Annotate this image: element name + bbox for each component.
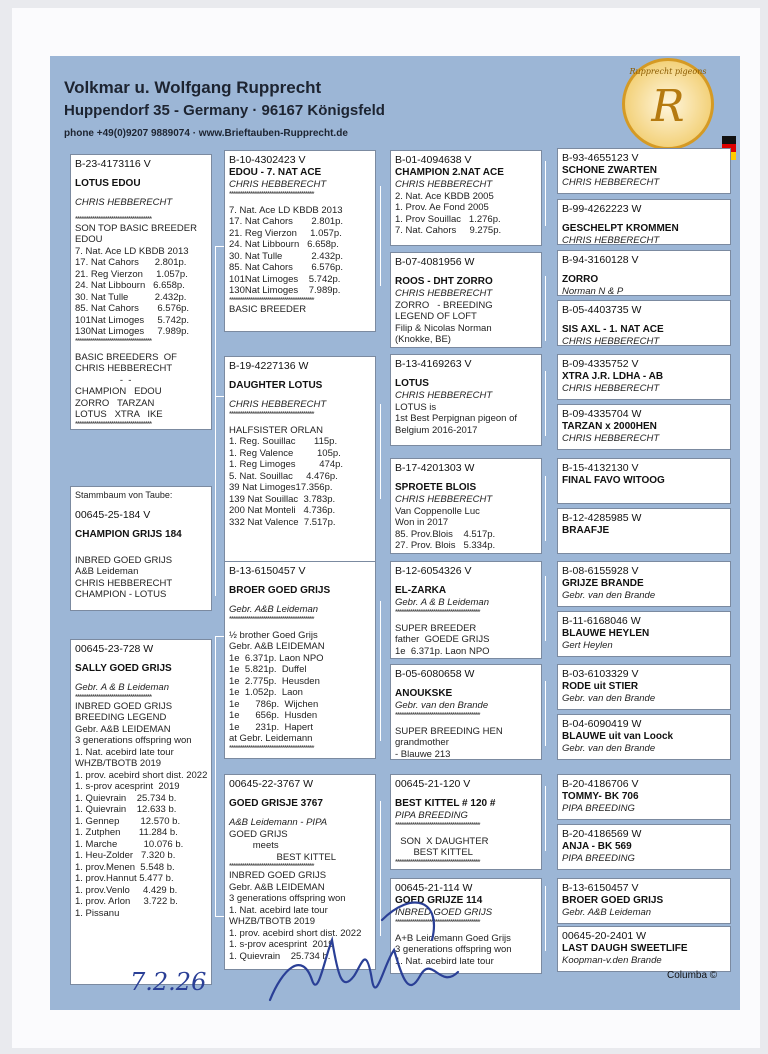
achievement-line: 1. Reg. Souillac 115p. [229,436,338,447]
star-separator: **************************************** [395,711,480,719]
pigeon-name: BLAUWE HEYLEN [562,628,650,639]
achievement-line: 17. Nat Cahors 2.801p. [75,257,187,268]
gen4-card [557,664,731,710]
star-separator: **************************************** [229,190,314,198]
columba-mark: Columba © [667,970,718,981]
pigeon-name: ANOUKSKE [395,688,453,699]
dam-sire-card [224,561,376,759]
subject-card [70,154,212,430]
handwritten-date: 7.2.26 [130,968,207,996]
achievement-line: Gebr. A&B LEIDEMAN [229,881,325,893]
pigeon-name: XTRA J.R. LDHA - AB [562,371,664,382]
logo-text: Rupprecht pigeons [629,67,707,76]
gen4-card [557,148,731,194]
ring-number: B-07-4081956 W [395,256,475,268]
achievement-line: LEGEND OF LOFT [395,311,477,322]
achievement-line: 3 generations offspring won [229,893,346,904]
achievement-line: INBRED GOED GRIJS [229,870,327,881]
achievement-line: - - [75,374,132,386]
achievement-line: 17. Nat Cahors 2.801p. [229,216,344,227]
ring-number: 00645-21-120 V [395,778,471,790]
ring-number: B-99-4262223 W [562,203,642,215]
breeder-name: CHRIS HEBBERECHT [395,288,493,299]
pigeon-name: CHAMPION 2.NAT ACE [395,167,504,178]
achievement-line: 30. Nat Tulle 2.432p. [75,291,187,303]
header [50,56,740,144]
achievement-line: 1. Marche 10.076 b. [75,838,184,850]
pigeon-name: BRAAFJE [562,525,610,536]
star-separator: ************************************ [75,215,152,223]
pigeon-name: SPROETE BLOIS [395,482,477,493]
ring-number: B-23-4173116 V [75,158,151,170]
gen4-card [557,926,731,972]
pigeon-name: LOTUS [395,378,429,389]
ring-number: 00645-23-728 W [75,643,154,655]
achievement-line: SUPER BREEDER [395,622,477,634]
star-separator: **************************************** [229,296,314,304]
achievement-line: 332 Nat Valence 7.517p. [229,516,336,528]
star-separator: **************************************** [229,744,314,752]
achievement-line: 1. Nat. acebird late tour [75,746,174,758]
achievement-line: 1. Heu-Zolder 7.320 b. [75,850,176,861]
achievement-line: 1. prov.Menen 5.548 b. [75,861,175,873]
achievement-line: SON X DAUGHTER [395,835,489,847]
achievement-line: 3 generations offspring won [75,735,192,746]
achievement-line: 1e 6.371p. Laon NPO [395,645,490,657]
star-separator: ************************************ [75,420,152,428]
gen4-card [557,508,731,554]
achievement-line: SUPER BREEDING HEN [395,725,503,737]
ring-number: B-15-4132130 V [562,462,639,474]
breeder-name: PIPA BREEDING [562,803,635,814]
achievement-line: 1. Pissanu [75,907,120,919]
owner-contact: phone +49(0)9207 9889074 · www.Brieftauben-Rupprecht.de [64,128,348,139]
achievement-line: 24. Nat Libbourn 6.658p. [229,239,339,250]
star-separator: **************************************** [395,821,480,829]
breeder-name: Gebr. A&B Leideman [229,604,319,615]
pigeon-name: ROOS - DHT ZORRO [395,276,493,287]
pigeon-name: DAUGHTER LOTUS [229,380,323,391]
achievement-line: 7. Nat. Cahors 9.275p. [395,225,502,236]
pigeon-name: TOMMY- BK 706 [562,791,639,802]
achievement-line: 1. Reg Limoges 474p. [229,459,344,470]
achievement-line: 1. Prov. Ae Fond 2005 [395,202,489,213]
breeder-name: Gebr. van den Brande [562,743,656,754]
achievement-line: 27. Prov. Blois 5.334p. [395,540,496,551]
achievement-line: - Blauwe 213 [395,748,451,760]
breeder-name: A&B Leidemann - PIPA [229,817,328,828]
achievement-line: ZORRO - BREEDING [395,299,493,311]
star-separator: **************************************** [229,863,314,870]
achievement-line: 1e 786p. Wijchen [229,698,319,710]
achievement-line: 1. Nat. acebird late tour [395,955,494,967]
achievement-line: BREEDING LEGEND [75,712,167,723]
logo-letter: R [651,81,685,132]
breeder-name: INBRED GOED GRIJS [395,907,493,918]
connector-line [215,246,216,596]
achievement-line: Gebr. A&B LEIDEMAN [229,641,325,652]
achievement-line: 85. Nat Cahors 6.576p. [75,303,190,314]
achievement-line: A+B Leidemann Goed Grijs [395,932,511,944]
achievement-line: WHZB/TBOTB 2019 [229,916,316,927]
achievement-line: 1st Best Perpignan pigeon of [395,413,518,424]
achievement-line: Van Coppenolle Luc [395,505,480,517]
star-separator: **************************************** [229,410,314,418]
connector-line [380,601,381,741]
signature-icon [262,880,502,1020]
ring-number: B-09-4335752 V [562,358,639,370]
stammbaum-caption: Stammbaum von Taube: [75,490,173,500]
star-separator: **************************************** [395,858,480,866]
pigeon-name: RODE uit STIER [562,681,639,692]
achievement-line: 1. Quievrain 25.734 b. [75,792,177,804]
achievement-line: grandmother [395,737,449,748]
achievement-line: CHRIS HEBBERECHT [75,577,173,589]
achievement-line: 1. prov.Venlo 4.429 b. [75,884,178,896]
sire-card [224,150,376,332]
ring-number: B-19-4227136 W [229,360,309,372]
gen3-card [390,354,542,446]
achievement-line: 1e 5.821p. Duffel [229,664,307,675]
pigeon-name: FINAL FAVO WITOOG [562,475,665,486]
breeder-name: Gebr. A & B Leideman [75,682,169,693]
gen4-card [557,774,731,820]
breeder-name: CHRIS HEBBERECHT [562,336,660,346]
star-separator: **************************************** [395,608,480,616]
ring-number: 00645-20-2401 W [562,930,647,942]
achievement-line: 85. Prov.Blois 4.517p. [395,528,496,540]
achievement-line: 200 Nat Monteli 4.736p. [229,505,336,516]
owner-address: Huppendorf 35 - Germany · 96167 Königsfeld [64,102,385,119]
pigeon-name: SCHONE ZWARTEN [562,165,657,176]
star-separator: **************************************** [395,918,480,926]
ring-number: 00645-22-3767 W [229,778,314,790]
achievement-line: LOTUS is [395,401,437,413]
pigeon-name: GESCHELPT KROMMEN [562,223,679,234]
pigeon-name: ANJA - BK 569 [562,841,632,852]
ring-number: B-04-6090419 W [562,718,642,730]
pigeon-name: BLAUWE uit van Loock [562,731,674,742]
achievement-line: 1. prov.Hannut 5.477 b. [75,873,174,884]
achievement-line: 1e 231p. Hapert [229,721,313,733]
gen3-card [390,252,542,348]
breeder-name: CHRIS HEBBERECHT [562,177,660,188]
connector-line [545,576,546,641]
ring-number: B-08-6155928 V [562,565,639,577]
ring-number: B-12-6054326 V [395,565,472,577]
breeder-name: CHRIS HEBBERECHT [395,494,493,505]
connector-line [545,371,546,436]
achievement-line: HALFSISTER ORLAN [229,424,323,436]
pigeon-name: SALLY GOED GRIJS [75,663,172,674]
achievement-line: 101Nat Limoges 5.742p. [229,273,341,285]
star-separator: ************************************ [75,337,152,345]
ring-number: B-03-6103329 V [562,668,639,680]
connector-line [545,886,546,951]
achievement-line: ½ brother Goed Grijs [229,629,318,641]
achievement-line: CHAMPION EDOU [75,386,162,397]
pigeon-name: TARZAN x 2000HEN [562,421,657,432]
ring-number: B-13-4169263 V [395,358,472,370]
achievement-line: meets [229,840,279,851]
achievement-line: WHZB/TBOTB 2019 [75,758,162,769]
gen3-card [390,458,542,554]
achievement-line: 1e 2.775p. Heusden [229,675,320,687]
pigeon-name: EL-ZARKA [395,585,447,596]
pigeon-name: LOTUS EDOU [75,178,141,189]
breeder-name: CHRIS HEBBERECHT [562,235,660,245]
ring-number: B-94-3160128 V [562,254,639,266]
achievement-line: LOTUS XTRA IKE [75,409,163,420]
pigeon-name: LAST DAUGH SWEETLIFE [562,943,688,954]
ring-number: B-05-4403735 W [562,304,642,316]
achievement-line: 130Nat Limoges 7.989p. [75,326,190,337]
breeder-name: CHRIS HEBBERECHT [229,179,327,190]
pigeon-name: GRIJZE BRANDE [562,578,644,589]
ring-number: 00645-21-114 W [395,882,473,894]
sire-dam-card [224,356,376,580]
achievement-line: Filip & Nicolas Norman [395,322,492,334]
gen3-card [390,150,542,246]
breeder-name: CHRIS HEBBERECHT [562,383,660,394]
gen4-card [557,458,731,504]
achievement-line: 24. Nat Libbourn 6.658p. [75,280,185,291]
gen4-card [557,354,731,400]
pedigree-sheet [50,56,740,1010]
achievement-line: 2. Nat. Ace KBDB 2005 [395,190,494,202]
rupprecht-logo [622,58,714,150]
achievement-line: 1. Nat. acebird late tour [229,904,328,916]
ring-number: B-13-6150457 V [229,565,306,577]
gen4-card [557,404,731,450]
achievement-line: CHRIS HEBBERECHT [75,363,173,374]
breeder-name: CHRIS HEBBERECHT [75,197,173,208]
breeder-name: Gebr. A&B Leideman [562,907,652,918]
gen4-card [557,878,731,924]
pigeon-name: BEST KITTEL # 120 # [395,798,496,809]
ring-number: B-12-4285985 W [562,512,642,524]
achievement-line: 1. Zutphen 11.284 b. [75,827,178,838]
pigeon-name: CHAMPION GRIJS 184 [75,528,182,540]
achievement-line: Belgium 2016-2017 [395,424,478,436]
achievement-line: CHAMPION - LOTUS [75,589,167,600]
achievement-line: Gebr. A&B LEIDEMAN [75,723,171,735]
achievement-line: 130Nat Limoges 7.989p. [229,285,341,296]
gen4-card [557,250,731,296]
gen3-card [390,664,542,760]
gen3-card [390,561,542,659]
achievement-line: 1. s-prov acesprint 2019 [229,939,334,950]
breeder-name: Gebr. van den Brande [562,693,656,704]
achievement-line: 1. Gennep 12.570 b. [75,815,181,827]
achievement-line: BEST KITTEL [229,851,336,863]
achievement-line: 7. Nat. Ace LD KBDB 2013 [75,245,189,257]
ring-number: B-20-4186706 V [562,778,639,790]
achievement-line: 1. s-prov acesprint 2019 [75,781,180,792]
achievement-line: BEST KITTEL [395,847,473,858]
gen4-card [557,199,731,245]
ring-number: B-09-4335704 W [562,408,642,420]
achievement-line: ZORRO TARZAN [75,397,155,409]
pigeon-name: BROER GOED GRIJS [562,895,664,906]
achievement-line: 30. Nat Tulle 2.432p. [229,250,344,262]
ring-number: B-13-6150457 V [562,882,639,894]
pigeon-name: ZORRO [562,274,599,285]
achievement-line: 85. Nat Cahors 6.576p. [229,262,344,273]
star-separator: **************************************** [229,615,314,623]
achievement-line: father GOEDE GRIJS [395,634,490,645]
connector-line [215,636,216,916]
achievement-line: 5. Nat. Souillac 4.476p. [229,470,338,482]
stammbaum-card [70,486,212,611]
gen4-card [557,300,731,346]
breeder-name: PIPA BREEDING [562,853,635,864]
achievement-line: 21. Reg Vierzon 1.057p. [75,268,188,280]
ring-number: B-11-6168046 W [562,615,641,627]
achievement-line: A&B Leideman [75,566,139,577]
ring-number: B-20-4186569 W [562,828,642,840]
gen4-card [557,561,731,607]
breeder-name: PIPA BREEDING [395,810,468,821]
connector-line [380,186,381,286]
achievement-line: 1. Prov Souillac 1.276p. [395,213,501,225]
achievement-line: 1. prov. acebird short dist. 2022 [75,769,208,781]
achievement-line: SON TOP BASIC BREEDER [75,222,197,234]
achievement-line: BASIC BREEDER [229,303,307,315]
connector-line [545,681,546,746]
ring-number: B-01-4094638 V [395,154,472,166]
achievement-line: 7. Nat. Ace LD KBDB 2013 [229,204,343,216]
ring-number: 00645-25-184 V [75,508,151,521]
breeder-name: CHRIS HEBBERECHT [395,179,493,190]
achievement-line: 21. Reg Vierzon 1.057p. [229,227,342,239]
achievement-line: EDOU [75,234,103,245]
achievement-line: 1e 656p. Husden [229,710,318,721]
pigeon-name: BROER GOED GRIJS [229,585,331,596]
achievement-line: 1. Reg Valence 105p. [229,447,341,459]
dam-card [70,639,212,985]
connector-line [380,404,381,499]
achievement-line: BASIC BREEDERS OF [75,351,177,363]
gen4-card [557,611,731,657]
star-separator: ************************************ [75,693,152,701]
achievement-line: 1. prov. acebird short dist. 2022 [229,927,362,939]
breeder-name: CHRIS HEBBERECHT [395,390,493,401]
connector-line [545,476,546,541]
connector-line [545,786,546,851]
achievement-line: 1e 1.052p. Laon [229,687,303,698]
achievement-line: 1. prov. Arlon 3.722 b. [75,896,178,907]
achievement-line: 139 Nat Souillac 3.783p. [229,493,336,505]
achievement-line: (Knokke, BE) [395,334,451,345]
breeder-name: CHRIS HEBBERECHT [229,399,327,410]
ring-number: B-93-4655123 V [562,152,639,164]
breeder-name: Gebr. van den Brande [395,700,489,711]
owner-name: Volkmar u. Wolfgang Rupprecht [64,78,322,97]
pigeon-name: GOED GRIJZE 114 [395,895,483,906]
ring-number: B-10-4302423 V [229,154,306,166]
achievement-line: INBRED GOED GRIJS [75,700,173,712]
pigeon-name: GOED GRISJE 3767 [229,798,323,809]
ring-number: B-05-6080658 W [395,668,475,680]
gen4-card [557,714,731,760]
achievement-line: GOED GRIJS [229,828,288,840]
achievement-line: 101Nat Limoges 5.742p. [75,314,190,326]
achievement-line: INBRED GOED GRIJS [75,554,173,566]
achievement-line: 1e 6.371p. Laon NPO [229,652,324,664]
connector-line [545,276,546,341]
breeder-name: Gebr. van den Brande [562,590,656,601]
gen4-card [557,824,731,870]
achievement-line: 1. Quievrain 25.734 b. [229,950,331,962]
pigeon-name: EDOU - 7. NAT ACE [229,167,322,178]
achievement-line: 3 generations offspring won [395,944,512,955]
breeder-name: Norman N & P [562,286,624,296]
breeder-name: Gert Heylen [562,640,613,651]
achievement-line: 1. Quievrain 12.633 b. [75,804,177,815]
breeder-name: CHRIS HEBBERECHT [562,433,660,444]
achievement-line: Won in 2017 [395,517,449,528]
gen3-card [390,774,542,870]
connector-line [545,161,546,226]
achievement-line: 39 Nat Limoges17.356p. [229,482,333,493]
pigeon-name: SIS AXL - 1. NAT ACE [562,324,664,335]
breeder-name: Koopman-v.den Brande [562,955,662,966]
breeder-name: Gebr. A & B Leideman [395,597,489,608]
ring-number: B-17-4201303 W [395,462,475,474]
achievement-line: at Gebr. Leidemann [229,733,313,744]
